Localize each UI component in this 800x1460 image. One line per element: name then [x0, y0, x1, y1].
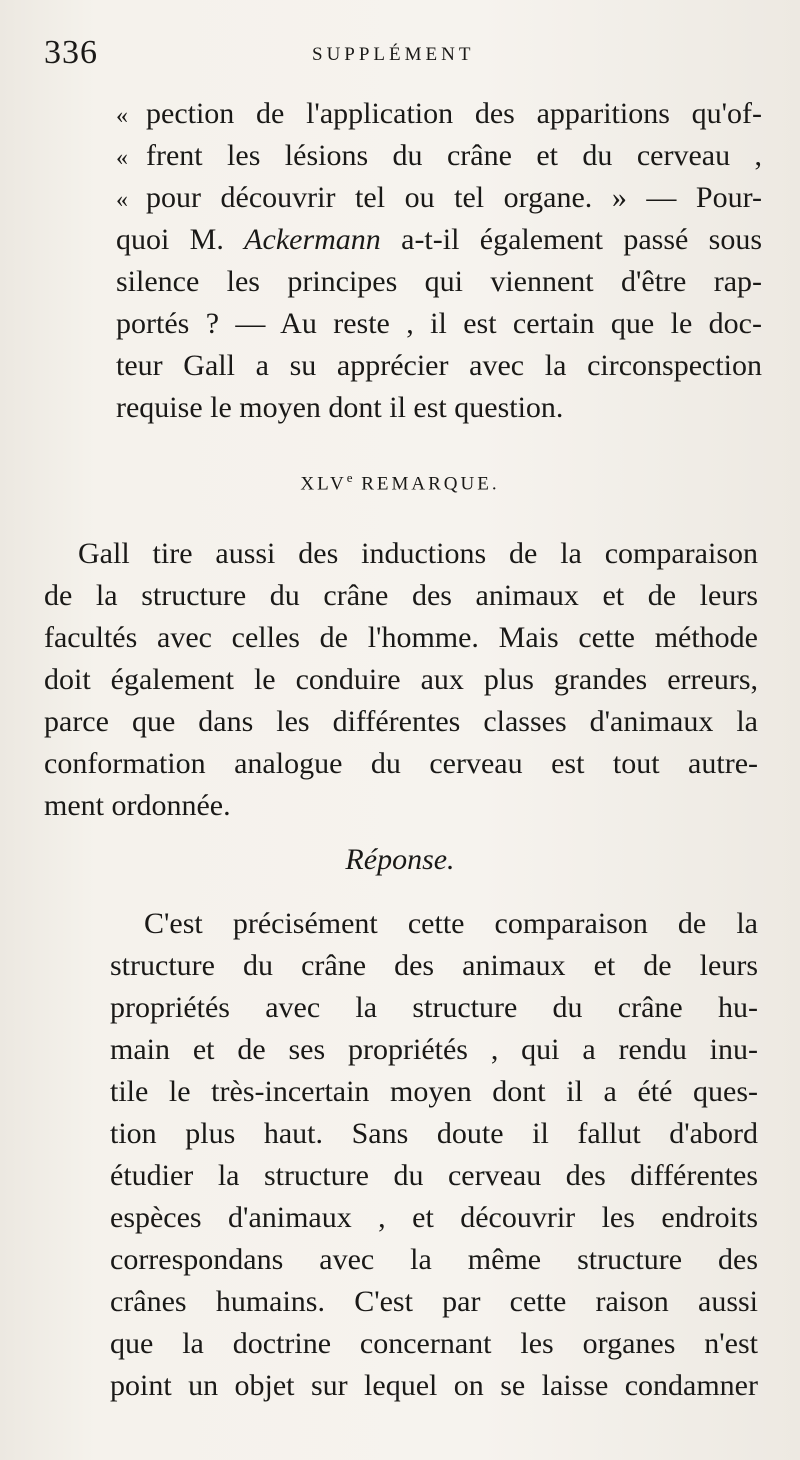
quote-mark: «: [116, 145, 128, 171]
text-line: point un objet sur lequel on se laisse condamner: [110, 1369, 758, 1402]
text-line: « pection de l'application des apparitions qu'of-: [116, 96, 762, 134]
text-line: ment ordonnée.: [44, 789, 231, 822]
text-line: de la structure du crâne des animaux et de leurs: [44, 579, 758, 612]
page-number: 336: [44, 34, 98, 71]
text-line: Gall tire aussi des inductions de la comparaison: [78, 537, 758, 570]
text-line: portés ? — Au reste , il est certain que le doc-: [116, 307, 762, 340]
text-line: quoi M. Ackermann a-t-il également passé sous: [116, 223, 762, 256]
text-line: teur Gall a su apprécier avec la circonspection: [116, 349, 762, 382]
text-line: silence les principes qui viennent d'être rap-: [116, 265, 762, 298]
text-line: « pour découvrir tel ou tel organe. » — Pour-: [116, 180, 762, 218]
text-line: correspondans avec la même structure des: [110, 1243, 758, 1276]
text-line: tile le très-incertain moyen dont il a été ques-: [110, 1075, 758, 1108]
text-line: propriétés avec la structure du crâne hu-: [110, 991, 758, 1024]
text-line: facultés avec celles de l'homme. Mais cette méthode: [44, 621, 758, 654]
text-line: « frent les lésions du crâne et du cerveau ,: [116, 138, 762, 176]
text-line: parce que dans les différentes classes d'animaux la: [44, 705, 758, 738]
text-line: requise le moyen dont il est question.: [116, 391, 564, 424]
text-line: espèces d'animaux , et découvrir les endroits: [110, 1201, 758, 1234]
text-line: que la doctrine concernant les organes n'est: [110, 1327, 758, 1360]
quote-mark: «: [116, 187, 128, 213]
remark-heading: XLVe REMARQUE.: [300, 470, 500, 495]
text-line: crânes humains. C'est par cette raison aussi: [110, 1285, 758, 1318]
text-line: structure du crâne des animaux et de leurs: [110, 949, 758, 982]
text-line: conformation analogue du cerveau est tout autre-: [44, 747, 758, 780]
author-name: Ackermann: [244, 223, 381, 256]
text-line: tion plus haut. Sans doute il fallut d'abord: [110, 1117, 758, 1150]
text-line: main et de ses propriétés , qui a rendu inu-: [110, 1033, 758, 1066]
running-head: SUPPLÉMENT: [312, 44, 475, 65]
text-line: étudier la structure du cerveau des différentes: [110, 1159, 758, 1192]
page-header: [44, 34, 760, 74]
text-line: C'est précisément cette comparaison de la: [144, 907, 758, 940]
quote-mark: «: [116, 103, 128, 129]
reponse-heading: Réponse.: [345, 843, 455, 876]
text-line: doit également le conduire aux plus grandes erreurs,: [44, 663, 758, 696]
